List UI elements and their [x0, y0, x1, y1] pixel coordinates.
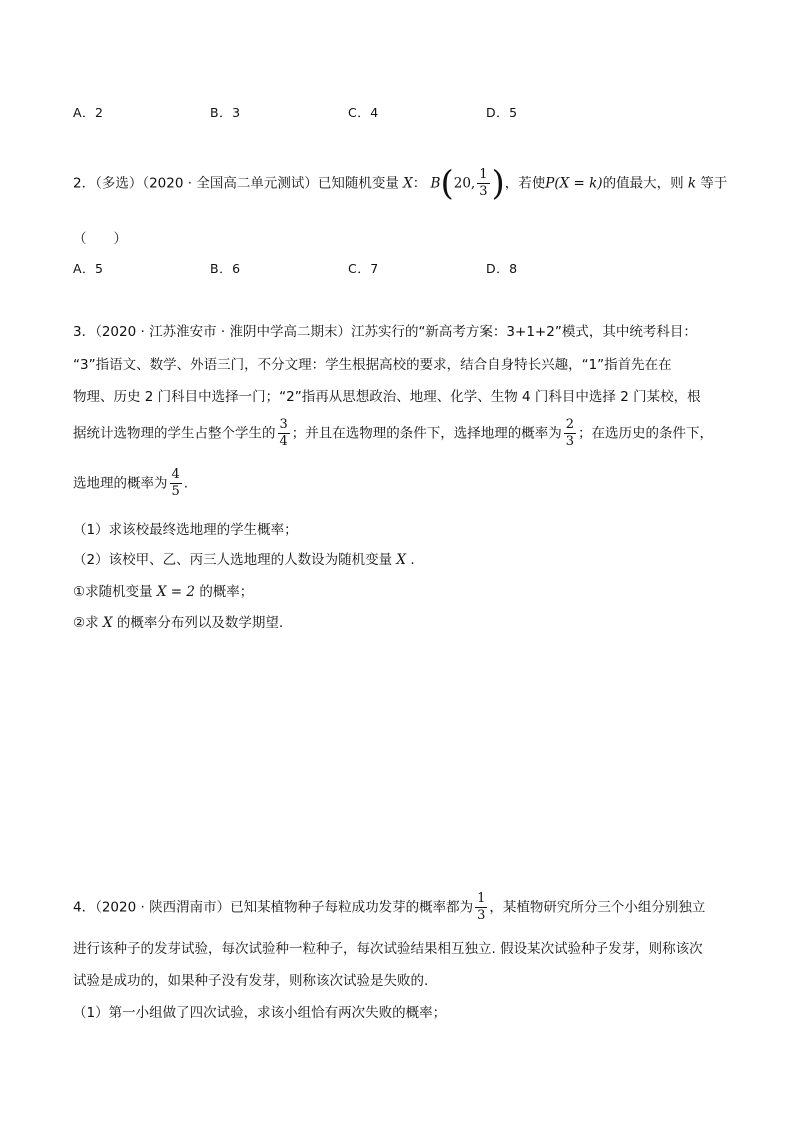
q2-frac-num: 1	[479, 167, 488, 182]
q2-dist-b: B	[430, 175, 441, 192]
q2-param-n: 20,	[453, 175, 476, 192]
q3-sub-2	[73, 548, 415, 568]
option-a: A．2	[73, 105, 104, 120]
q3-line-4	[73, 418, 713, 449]
q3-circ-1	[73, 580, 253, 600]
q3-circ-2-b: 的概率分布列以及数学期望.	[116, 615, 284, 631]
q2-option-a: A．5	[73, 261, 104, 276]
option-d: D．5	[486, 105, 518, 120]
q3-frac1-num: 3	[279, 417, 288, 432]
q3-fraction-1	[278, 418, 290, 449]
q3-fraction-3	[170, 468, 182, 499]
q3-line-1: 3．（2020 · 江苏淮安市 · 淮阴中学高二期末）江苏实行的“新高考方案：3+1+2”模式，其中统考科目：	[73, 324, 697, 340]
q2-prefix: 2．（多选）（2020 · 全国高二单元测试）已知随机变量	[73, 175, 399, 192]
q2-colon: ：	[412, 175, 427, 192]
q2-prob-expr: P(X = k)	[545, 175, 603, 192]
q3-frac2-num: 2	[565, 417, 575, 432]
q2-option-c: C．7	[348, 261, 379, 276]
q4-line-2: 进行该种子的发芽试验，每次试验种一粒种子，每次试验结果相互独立. 假设某次试验种子发芽，则称该次	[73, 941, 703, 957]
q4-line-1	[73, 892, 705, 923]
q3-circ-1-a: ①求随机变量	[73, 584, 153, 600]
q2-frac-den: 3	[479, 184, 488, 199]
q3-sub-2-a: （2）该校甲、乙、丙三人选地理的人数设为随机变量	[73, 552, 393, 568]
q3-circ-1-b: 的概率；	[199, 584, 254, 600]
q4-frac-den: 3	[477, 908, 486, 923]
q3-line-5-a: 选地理的概率为	[73, 475, 168, 492]
q3-sub-1: （1）求该校最终选地理的学生概率；	[73, 522, 298, 538]
q3-line-5	[73, 468, 188, 499]
q2-fraction	[477, 168, 489, 199]
q2-var-x: X	[403, 175, 413, 192]
q3-frac1-den: 4	[279, 434, 288, 449]
q3-line-5-b: .	[183, 475, 189, 492]
q3-frac3-den: 5	[171, 484, 180, 499]
q3-line-4-c: ；在选历史的条件下，	[578, 425, 714, 442]
q3-circ-2	[73, 611, 283, 631]
q3-circ-1-expr: X = 2	[156, 584, 196, 600]
q3-line-4-a: 据统计选物理的学生占整个学生的	[73, 425, 276, 442]
q4-line-1-a: 4．（2020 · 陕西渭南市）已知某植物种子每粒成功发芽的概率都为	[73, 899, 474, 916]
q2-suffix: 的值最大，则	[602, 175, 684, 192]
q4-line-3: 试验是成功的，如果种子没有发芽，则称该次试验是失败的.	[73, 973, 429, 989]
q3-line-4-b: ；并且在选物理的条件下，选择地理的概率为	[291, 425, 562, 442]
q2-middle: ，若使	[504, 175, 546, 192]
option-c: C．4	[348, 105, 379, 120]
q2-answer-paren: （ ）	[73, 231, 127, 247]
q3-sub-2-b: .	[410, 552, 415, 568]
q3-sub-2-var: X	[396, 552, 407, 568]
question-2-stem	[73, 163, 728, 204]
q3-line-2: “3”指语文、数学、外语三门，不分文理：学生根据高校的要求，结合自身特长兴趣，“1”指首先在在	[73, 357, 672, 373]
q2-option-b: B．6	[210, 261, 241, 276]
left-paren-icon: (	[440, 163, 454, 204]
q3-circ-2-a: ②求	[73, 615, 99, 631]
q3-fraction-2	[564, 418, 576, 449]
q2-end: 等于	[700, 175, 728, 192]
q4-frac-num: 1	[477, 891, 486, 906]
q2-option-d: D．8	[486, 261, 518, 276]
q3-circ-2-var: X	[102, 615, 113, 631]
q3-frac2-den: 3	[565, 434, 575, 449]
q2-var-k: k	[687, 175, 697, 192]
q3-frac3-num: 4	[171, 467, 180, 482]
q4-sub-1: （1）第一小组做了四次试验，求该小组恰有两次失败的概率；	[73, 1005, 447, 1021]
q4-fraction	[475, 892, 487, 923]
option-b: B．3	[210, 105, 241, 120]
q3-line-3: 物理、历史 2 门科目中选择一门；“2”指再从思想政治、地理、化学、生物 4 门科目中选择 2 门某校，根	[73, 389, 701, 405]
q4-line-1-b: ，某植物研究所分三个小组分别独立	[489, 899, 706, 916]
right-paren-icon: )	[491, 163, 505, 204]
